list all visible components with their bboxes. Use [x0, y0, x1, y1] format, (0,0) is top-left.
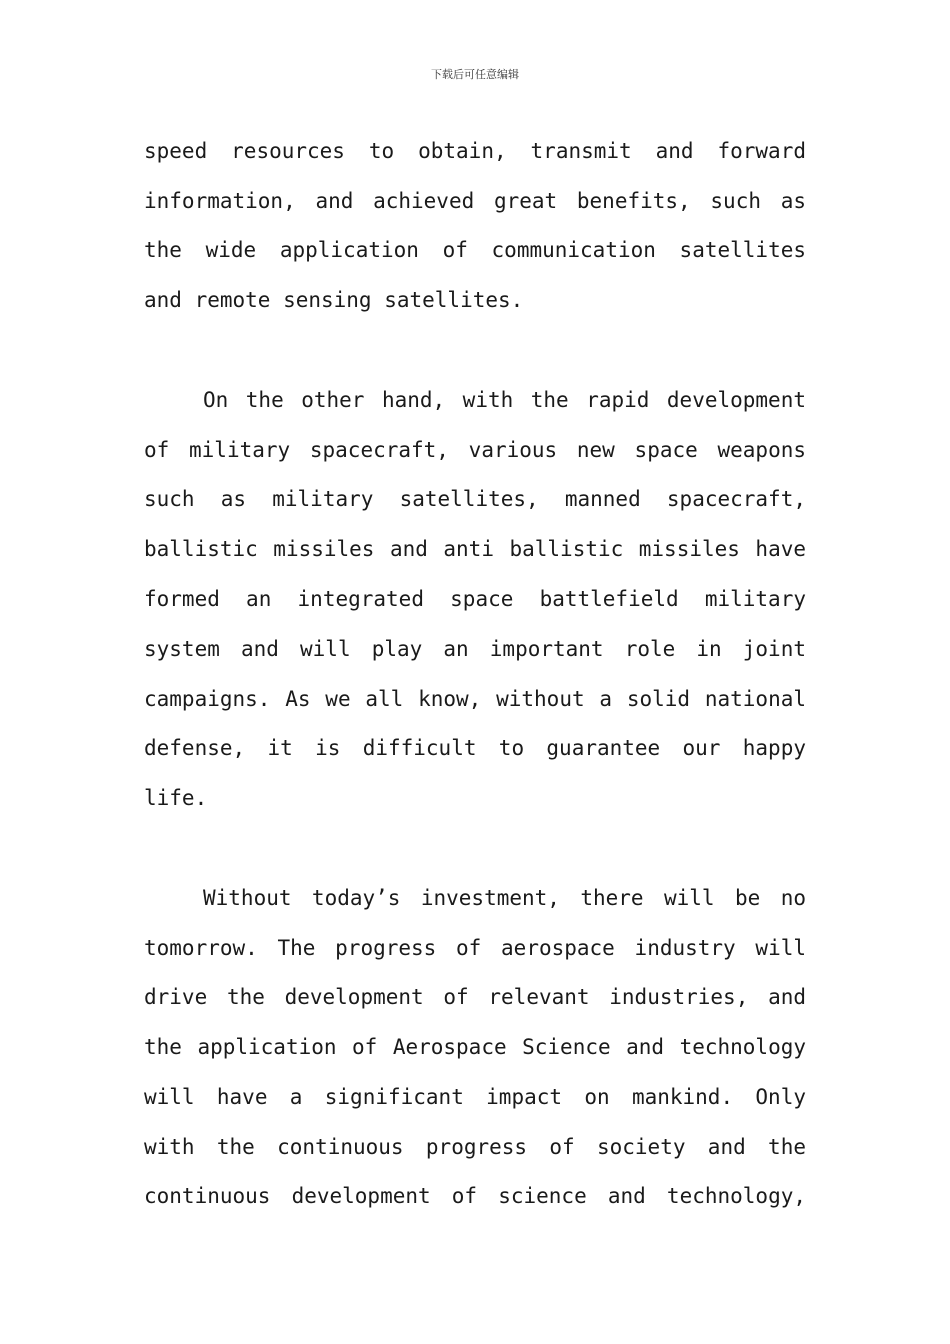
- paragraph-2-line-3: such as military satellites, manned spacecraft,: [144, 487, 806, 511]
- paragraph-3-line-4: the application of Aerospace Science and technology: [144, 1035, 806, 1059]
- paragraph-1-line-3: the wide application of communication satellites: [144, 238, 806, 262]
- page-header: 下载后可任意编辑: [431, 68, 519, 81]
- paragraph-3-line-2: tomorrow. The progress of aerospace industry will: [144, 936, 806, 960]
- paragraph-2-line-7: campaigns. As we all know, without a solid national: [144, 687, 806, 711]
- paragraph-2-line-5: formed an integrated space battlefield military: [144, 587, 806, 611]
- paragraph-1-line-1: speed resources to obtain, transmit and forward: [144, 139, 806, 163]
- paragraph-3-line-7: continuous development of science and technology,: [144, 1184, 806, 1208]
- paragraph-3-line-6: with the continuous progress of society and the: [144, 1135, 806, 1159]
- paragraph-2-line-6: system and will play an important role in joint: [144, 637, 806, 661]
- paragraph-2-line-2: of military spacecraft, various new space weapons: [144, 438, 806, 462]
- paragraph-3-line-1: Without today’s investment, there will be no: [203, 886, 806, 910]
- paragraph-2-line-4: ballistic missiles and anti ballistic missiles have: [144, 537, 806, 561]
- paragraph-2-line-9: life.: [144, 786, 208, 810]
- paragraph-2-line-8: defense, it is difficult to guarantee our happy: [144, 736, 806, 760]
- paragraph-1-line-4: and remote sensing satellites.: [144, 288, 524, 312]
- paragraph-3-line-3: drive the development of relevant industries, and: [144, 985, 806, 1009]
- paragraph-3-line-5: will have a significant impact on mankind. Only: [144, 1085, 806, 1109]
- paragraph-1-line-2: information, and achieved great benefits, such as: [144, 189, 806, 213]
- paragraph-2-line-1: On the other hand, with the rapid development: [203, 388, 806, 412]
